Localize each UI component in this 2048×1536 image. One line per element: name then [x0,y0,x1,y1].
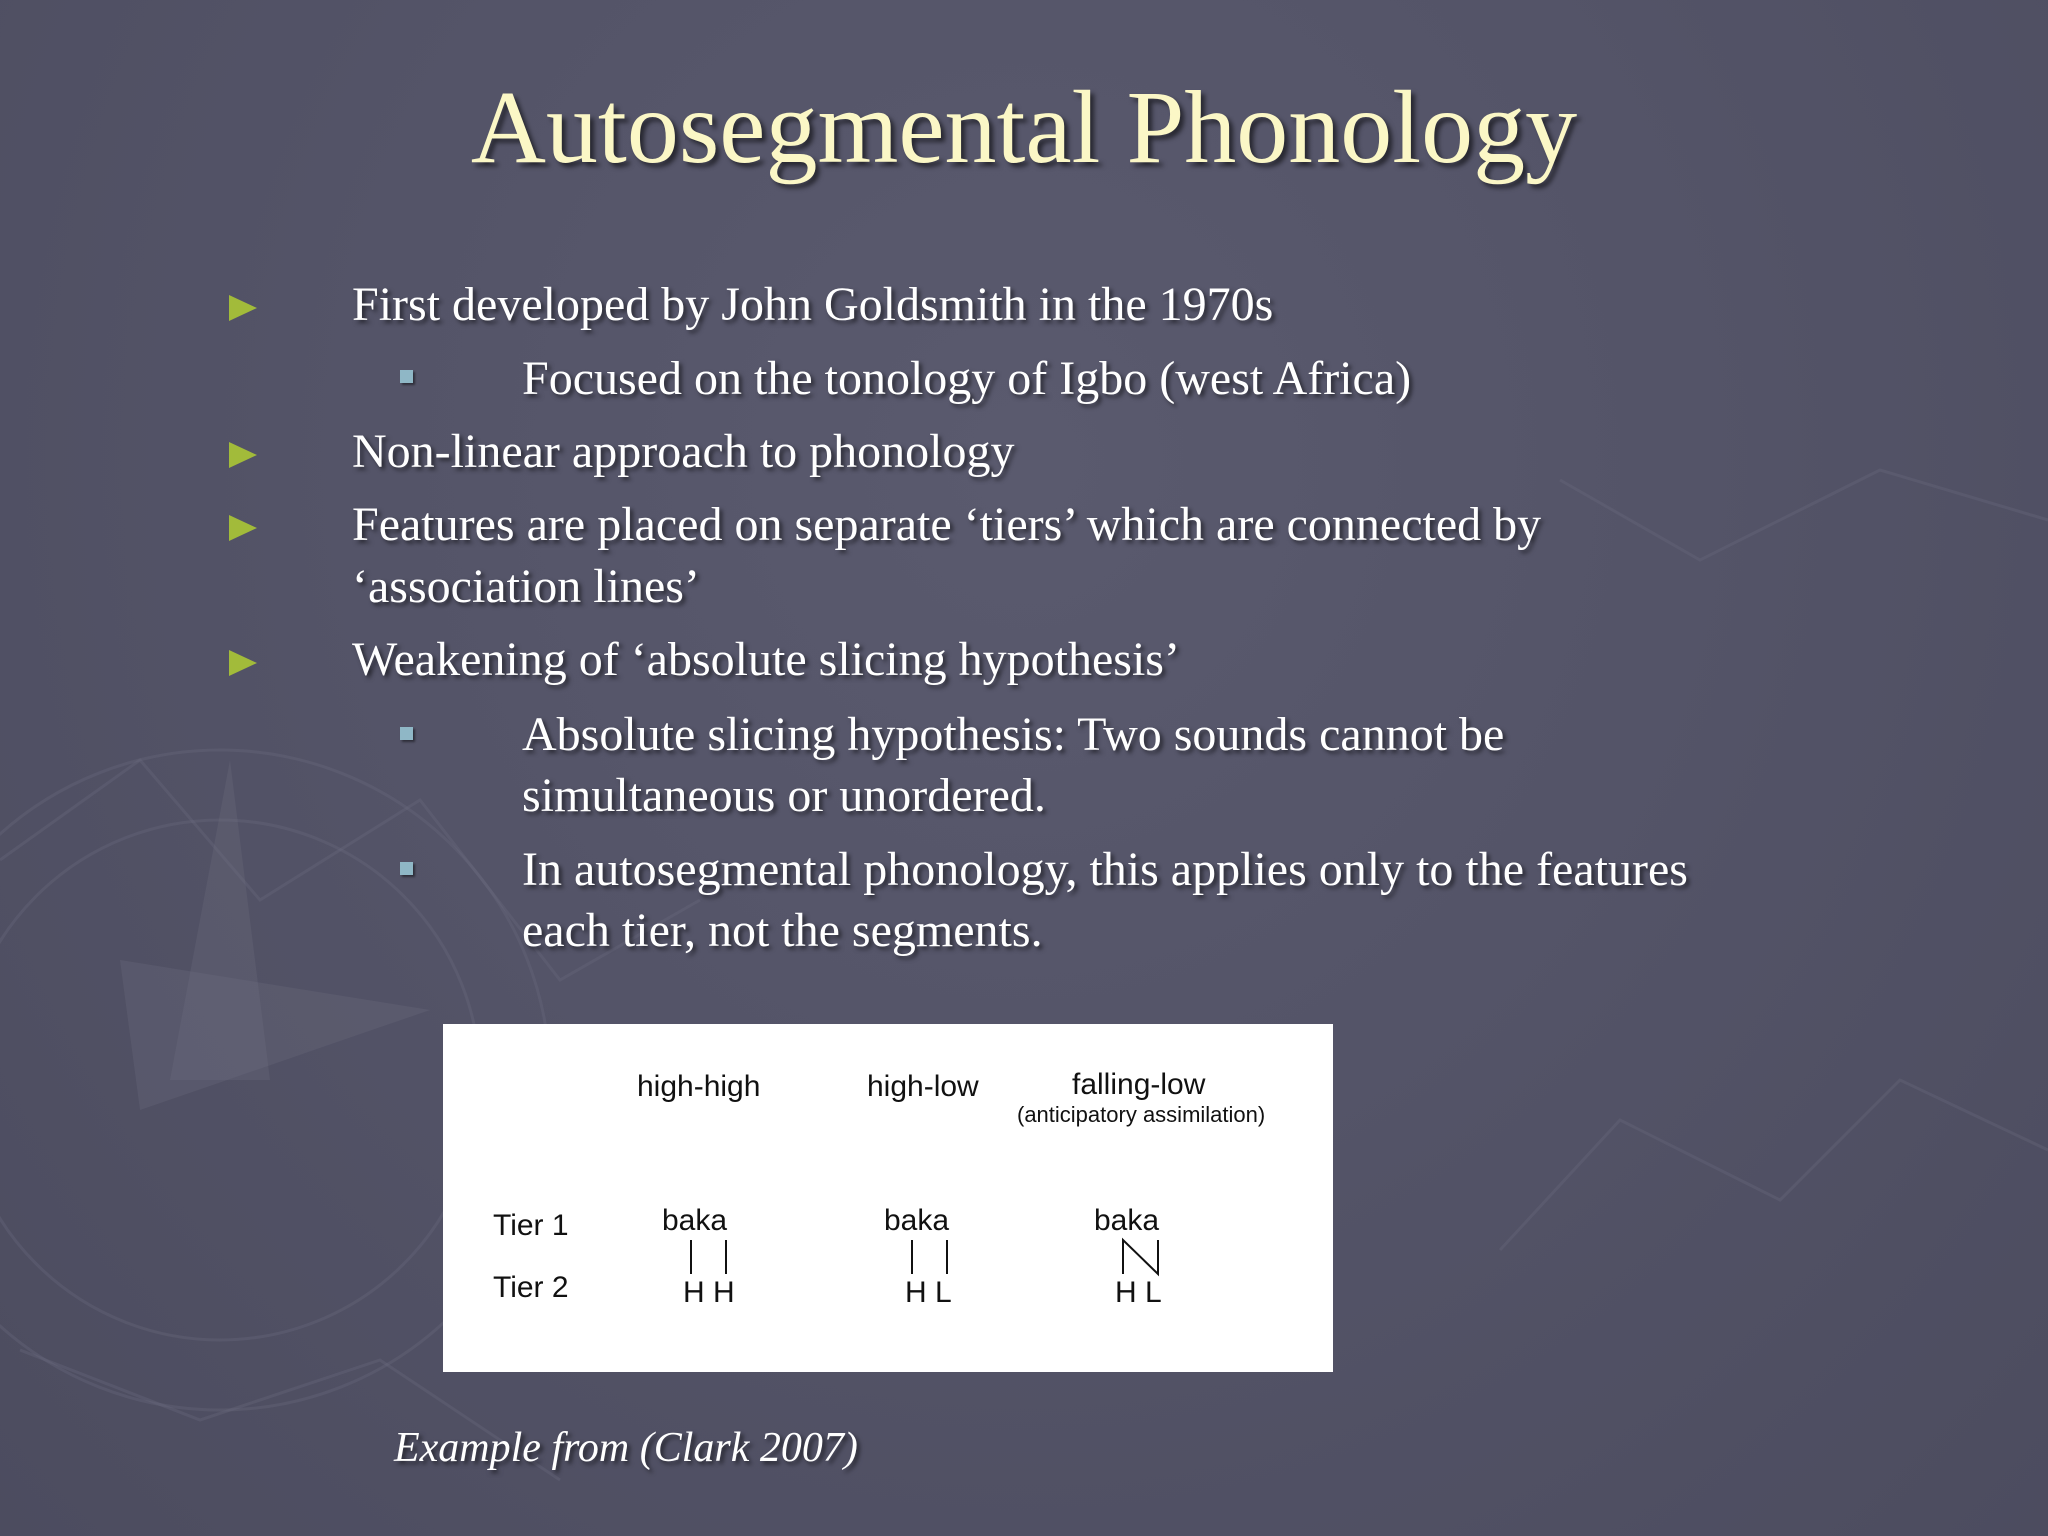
bullet-text: Weakening of ‘absolute slicing hypothesis’ [352,633,1180,686]
bullet-text: Non-linear approach to phonology [352,425,1015,478]
column-subheader: (anticipatory assimilation) [1017,1102,1266,1127]
tone-sequence: H L [905,1276,952,1309]
square-bullet-icon [400,370,413,383]
bullet-text-line2: ‘association lines’ [352,560,700,613]
segment-word: baka [1094,1204,1160,1237]
association-line [1123,1240,1158,1274]
association-lines [443,1024,1333,1372]
sub-bullet-text-line1: In autosegmental phonology, this applies only to the features [522,843,1688,896]
segment-word: baka [884,1204,950,1237]
tone-sequence: H L [1115,1276,1162,1309]
arrow-bullet-icon [229,295,257,321]
column-header-high-high: high-high [637,1070,761,1103]
arrow-bullet-icon [229,442,257,468]
sub-bullet-text-line1: Absolute slicing hypothesis: Two sounds cannot be [522,708,1505,761]
slide-title: Autosegmental Phonology [470,70,1578,185]
arrow-bullet-icon [229,650,257,676]
square-bullet-icon [400,727,413,740]
tone-sequence: H H [683,1276,735,1309]
sub-bullet-text-line2: each tier, not the segments. [522,904,1043,957]
tone-association-figure [443,1024,1333,1372]
column-header-falling-low: falling-low [1072,1068,1206,1101]
square-bullet-icon [400,862,413,875]
bullet-text-line1: Features are placed on separate ‘tiers’ which are connected by [352,498,1542,551]
arrow-bullet-icon [229,515,257,541]
column-header-high-low: high-low [867,1070,979,1103]
segment-word: baka [662,1204,728,1237]
tier1-label: Tier 1 [493,1209,569,1242]
sub-bullet-text-line2: simultaneous or unordered. [522,769,1046,822]
tier2-label: Tier 2 [493,1271,569,1304]
bullet-text: First developed by John Goldsmith in the 1970s [352,278,1274,331]
figure-caption: Example from (Clark 2007) [394,1425,858,1471]
sub-bullet-text: Focused on the tonology of Igbo (west Africa) [522,352,1412,405]
